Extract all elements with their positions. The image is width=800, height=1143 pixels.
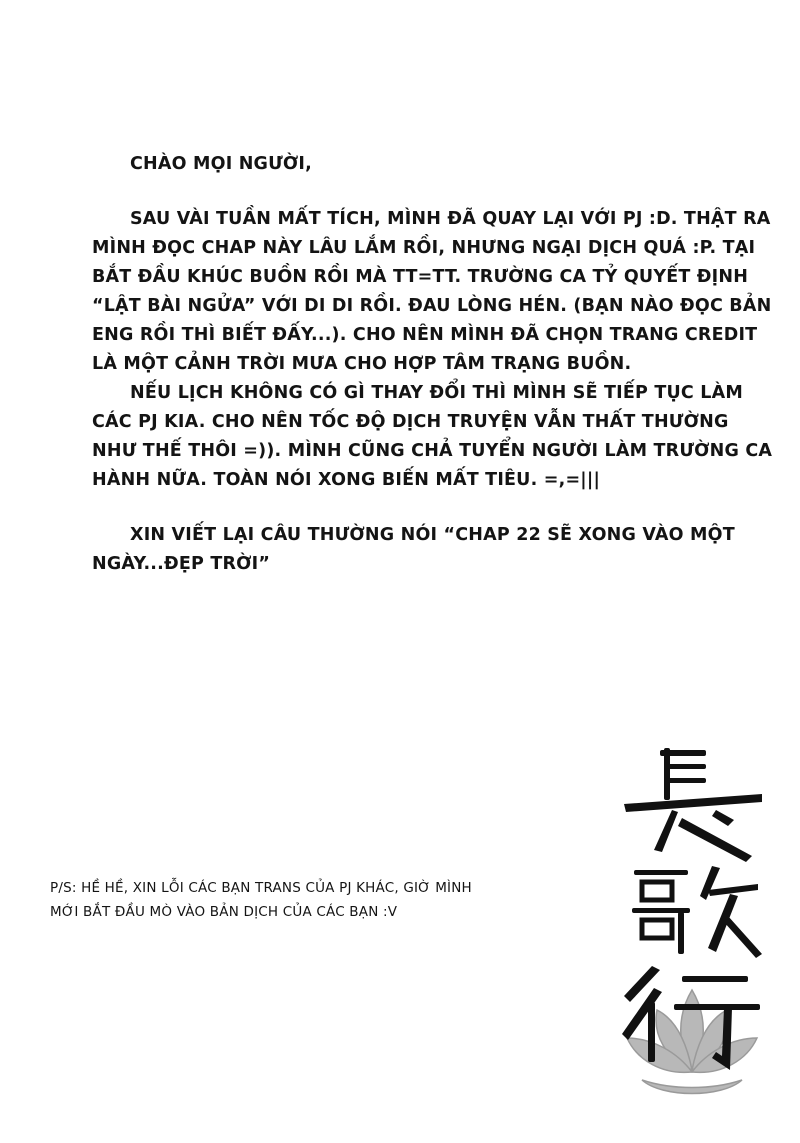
text-line: CÁC PJ KIA. CHO NÊN TỐC ĐỘ DỊCH TRUYỆN VẪN THẤT THƯỜNG [92, 412, 729, 432]
text-line: HÀNH NỮA. TOÀN NÓI XONG BIẾN MẤT TIÊU. =,=||| [92, 470, 601, 490]
text-line: “LẬT BÀI NGỬA” VỚI DI DI RỒI. ĐAU LÒNG HÉN. (BẠN NÀO ĐỌC BẢN [92, 296, 772, 316]
ps-line: P/S: HỀ HỀ, XIN LỖI CÁC BẠN TRANS CỦA PJ KHÁC, GIỜ MÌNH [50, 880, 472, 896]
postscript [50, 876, 570, 924]
text-line: NẾU LỊCH KHÔNG CÓ GÌ THAY ĐỔI THÌ MÌNH SẼ TIẾP TỤC LÀM [130, 383, 743, 403]
calligraphy-logo [612, 740, 772, 1120]
letter-body [92, 150, 773, 579]
text-line: NGÀY...ĐẸP TRỜI” [92, 554, 271, 574]
text-line: MÌNH ĐỌC CHAP NÀY LÂU LẮM RỒI, NHƯNG NGẠI DỊCH QUÁ :P. TẠI [92, 238, 756, 258]
text-line: BẮT ĐẦU KHÚC BUỒN RỒI MÀ TT=TT. TRƯỜNG CA TỶ QUYẾT ĐỊNH [92, 267, 749, 287]
greeting-line: CHÀO MỌI NGƯỜI, [130, 154, 312, 174]
text-line: NHƯ THẾ THÔI =)). MÌNH CŨNG CHẢ TUYỂN NGƯỜI LÀM TRƯỜNG CA [92, 441, 773, 461]
text-line: SAU VÀI TUẦN MẤT TÍCH, MÌNH ĐÃ QUAY LẠI VỚI PJ :D. THẬT RA [130, 209, 771, 229]
paragraph-gap [92, 495, 732, 521]
text-line: XIN VIẾT LẠI CÂU THƯỜNG NÓI “CHAP 22 SẼ XONG VÀO MỘT [130, 525, 735, 545]
title-calligraphy [612, 740, 772, 1120]
text-line: LÀ MỘT CẢNH TRỜI MƯA CHO HỢP TÂM TRẠNG BUỒN. [92, 354, 632, 374]
text-line: ENG RỒI THÌ BIẾT ĐẤY...). CHO NÊN MÌNH ĐÃ CHỌN TRANG CREDIT [92, 325, 758, 345]
ps-line: MỚI BẮT ĐẦU MÒ VÀO BẢN DỊCH CỦA CÁC BẠN :V [50, 904, 398, 920]
paragraph-gap [92, 179, 732, 205]
